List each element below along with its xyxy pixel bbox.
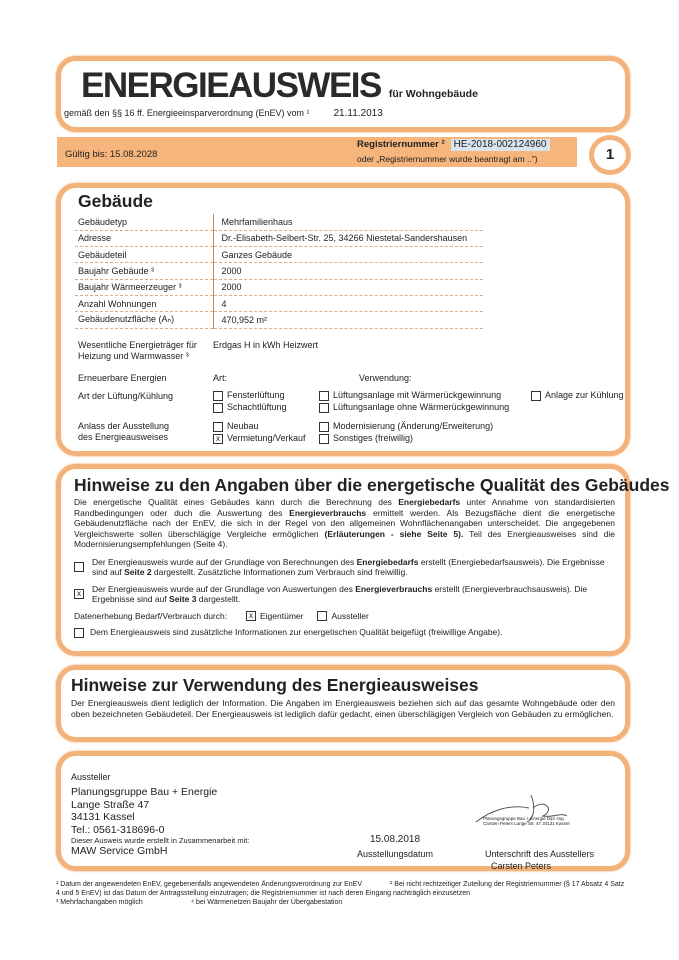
owner-option[interactable] xyxy=(246,611,303,622)
text: unter Annahme von standardisierten Randbedingungen oder duch die Auswertung des xyxy=(74,497,615,518)
label-line: des Energieausweises xyxy=(78,432,169,442)
label-line: Wesentliche Energieträger für xyxy=(78,340,197,350)
issue-date-label: Ausstellungsdatum xyxy=(357,849,434,859)
checkbox-option[interactable] xyxy=(319,390,501,401)
checkbox-label: Modernisierung (Änderung/Erweiterung) xyxy=(333,421,494,431)
regulation-text: gemäß den §§ 16 ff. Energieeinsparverordnung (EnEV) vom ¹ xyxy=(64,108,310,118)
extra-info-label: Dem Energieausweis sind zusätzliche Informationen zur energetischen Qualität beigefügt (freiwillige Angabe). xyxy=(90,627,503,638)
issue-date: 15.08.2018 xyxy=(370,834,421,845)
checkbox-option[interactable] xyxy=(213,421,259,432)
row-label: Adresse xyxy=(75,230,213,246)
cooperation-partner: MAW Service GmbH xyxy=(71,845,168,857)
text: Teil des Energieausweises sind die Modernisierungsempfehlungen (Seite 4). xyxy=(74,528,615,549)
issuer-city: 34131 Kassel xyxy=(71,811,135,823)
consumption-certificate-option[interactable] xyxy=(74,584,615,605)
signature-icon xyxy=(471,792,571,832)
usage-section xyxy=(56,665,630,742)
footnote-4: ⁴ bei Wärmenetzen Baujahr der Übergabestation xyxy=(191,899,343,906)
checkbox[interactable]: x xyxy=(213,434,223,444)
regulation-date: 21.11.2013 xyxy=(333,108,383,119)
label-line: Anlass der Ausstellung xyxy=(78,421,170,431)
checkbox-option[interactable] xyxy=(531,390,624,401)
text: Der Energieausweis wurde auf der Grundlage von Auswertungen des xyxy=(92,583,356,594)
building-title: Gebäude xyxy=(78,191,153,211)
checkbox[interactable] xyxy=(213,403,223,413)
checkbox[interactable] xyxy=(213,391,223,401)
checkbox-label: Neubau xyxy=(227,421,259,431)
label-line: Heizung und Warmwasser ³ xyxy=(78,351,189,361)
renewable-label: Erneuerbare Energien xyxy=(78,373,167,383)
footnote-1: ¹ Datum der angewendeten EnEV, gegebenenfalls angewendeten Änderungsverordnung zur EnEV xyxy=(56,881,363,888)
checkbox[interactable] xyxy=(213,422,223,432)
demand-certificate-checkbox[interactable] xyxy=(74,562,84,572)
row-value: Ganzes Gebäude xyxy=(213,247,483,263)
issuer-section xyxy=(56,751,630,871)
issuer-name: Planungsgruppe Bau + Energie xyxy=(71,786,218,798)
text: Energiebedarfs xyxy=(356,556,419,567)
demand-certificate-option[interactable] xyxy=(74,557,615,578)
extra-info-option[interactable] xyxy=(74,627,615,638)
issuer-block xyxy=(71,772,321,857)
page-number-badge: 1 xyxy=(589,135,631,175)
issuer-label: Aussteller xyxy=(71,772,111,782)
checkbox[interactable] xyxy=(319,422,329,432)
data-collection-row xyxy=(74,611,615,622)
cooperation-label: Dieser Ausweis wurde erstellt in Zusammenarbeit mit: xyxy=(71,836,250,845)
footnote-3-4 xyxy=(56,898,628,907)
footnotes xyxy=(56,880,628,907)
text: dargestellt. xyxy=(196,594,241,604)
row-value: 2000 xyxy=(213,279,483,295)
checkbox-label: Fensterlüftung xyxy=(227,390,285,400)
registration-number: HE-2018-002124960 xyxy=(451,139,550,151)
usage-title: Hinweise zur Verwendung des Energieausweises xyxy=(71,675,479,695)
row-label: Baujahr Wärmeerzeuger ³ xyxy=(75,279,213,295)
table-row xyxy=(75,295,483,311)
issuer-checkbox[interactable] xyxy=(317,611,327,621)
row-label: Gebäudeteil xyxy=(75,247,213,263)
checkbox[interactable] xyxy=(319,434,329,444)
footnote-1-2 xyxy=(56,880,628,898)
row-label: Gebäudenutzfläche (Aₙ) xyxy=(75,312,213,328)
signature-label: Unterschrift des Ausstellers xyxy=(485,849,595,859)
checkbox-label: Lüftungsanlage mit Wärmerückgewinnung xyxy=(333,390,502,400)
checkbox-option[interactable] xyxy=(213,390,285,401)
issuer-option[interactable] xyxy=(317,611,368,622)
usage-label: Verwendung: xyxy=(359,373,412,383)
consumption-certificate-checkbox[interactable]: x xyxy=(74,589,84,599)
quality-title: Hinweise zu den Angaben über die energetische Qualität des Gebäudes xyxy=(74,475,670,495)
checkbox-label: Sonstiges (freiwillig) xyxy=(333,433,414,443)
text: Der Energieausweis wurde auf der Grundlage von Berechnungen des xyxy=(92,556,357,567)
energy-carrier-value: Erdgas H in kWh Heizwert xyxy=(213,340,319,350)
quality-section xyxy=(56,464,670,656)
text: erstellt (Energieverbrauchsausweis). Die Ergebnisse sind auf xyxy=(92,583,588,604)
checkbox-option[interactable] xyxy=(319,421,493,432)
building-table xyxy=(75,214,483,329)
checkbox-option[interactable] xyxy=(213,433,306,444)
validity-bar xyxy=(57,137,577,167)
checkbox[interactable] xyxy=(319,403,329,413)
text: (Erläuterungen - siehe Seite 5). xyxy=(324,528,464,539)
row-label: Anzahl Wohnungen xyxy=(75,295,213,311)
row-value: Dr.-Elisabeth-Selbert-Str. 25, 34266 Niestetal-Sandershausen xyxy=(213,230,483,246)
extra-info-checkbox[interactable] xyxy=(74,628,84,638)
registration-label: Registriernummer ² xyxy=(357,139,445,150)
document-title: ENERGIEAUSWEIS xyxy=(81,66,381,105)
checkbox[interactable] xyxy=(531,391,541,401)
stamp-text: Planungsgruppe Bau + Energie Dipl.-Ing. Carsten Peters Lange Str. 47 34131 Kassel xyxy=(483,816,570,826)
registration-row xyxy=(357,139,550,151)
footnote-2: ² Bei nicht rechtzeitiger Zuteilung der Registriernummer (§ 17 Absatz 4 Satz 4 und 5 EnEV) ist das Datum der Antragsstellung einzutragen; die Registriernummer ist nach deren Eingang nachträglich einzusetzen xyxy=(56,881,625,897)
document-subtitle: für Wohngebäude xyxy=(388,88,478,100)
row-label: Baujahr Gebäude ³ xyxy=(75,263,213,279)
checkbox-label: Anlage zur Kühlung xyxy=(545,390,624,400)
issuer-street: Lange Straße 47 xyxy=(71,798,150,811)
checkbox-option[interactable] xyxy=(319,402,509,413)
header-box xyxy=(56,56,630,132)
row-value: Mehrfamilienhaus xyxy=(213,214,483,230)
row-value: 4 xyxy=(213,295,483,311)
building-section xyxy=(56,183,630,456)
checkbox-option[interactable] xyxy=(213,402,287,413)
table-row xyxy=(75,247,483,263)
text: Seite 2 xyxy=(124,567,152,577)
text: Seite 3 xyxy=(169,594,197,604)
reason-label xyxy=(78,421,169,443)
title-row xyxy=(81,67,625,105)
text: dargestellt. Zusätzliche Informationen zum Verbrauch sind freiwillig. xyxy=(151,567,408,577)
text: Die energetische Qualität eines Gebäudes kann durch die Berechnung des xyxy=(74,497,399,507)
art-label: Art: xyxy=(213,373,228,383)
table-row xyxy=(75,214,483,230)
table-row xyxy=(75,230,483,246)
quality-text xyxy=(74,497,615,550)
owner-checkbox[interactable]: x xyxy=(246,611,256,621)
row-value: 2000 xyxy=(213,263,483,279)
text: Energiebedarfs xyxy=(398,497,461,507)
usage-text: Der Energieausweis dient lediglich der Information. Die Angaben im Energieausweis beziehen sich auf das gesamte Wohngebäude oder den oben bezeichneten Gebäudeteil. Der Energieausweis ist lediglich dafür gedacht, einen überschlägigen Vergleich von Gebäuden zu ermöglichen. xyxy=(71,698,615,719)
regulation-row xyxy=(64,108,625,119)
row-value: 470,952 m² xyxy=(213,312,483,328)
table-row xyxy=(75,263,483,279)
text: ermittelt werden. Als Bezugsfläche dient die energetische Gebäudenutzfläche nach der EnEV, die sich in der Regel von den allgemeinen Wohnflächenangaben unterscheidet. Die angegebenen Vergleichswerte sollen überschlägige Vergleiche ermöglichen xyxy=(74,507,616,539)
registration-note: oder „Registriernummer wurde beantragt am ..") xyxy=(357,154,538,164)
demand-certificate-text xyxy=(92,557,615,578)
issuer-phone: Tel.: 0561-318696-0 xyxy=(71,823,165,836)
table-row xyxy=(75,312,483,328)
checkbox-label: Schachtlüftung xyxy=(227,402,287,412)
checkbox-label: Lüftungsanlage ohne Wärmerückgewinnung xyxy=(333,402,510,412)
table-row xyxy=(75,279,483,295)
checkbox-label: Vermietung/Verkauf xyxy=(227,433,306,443)
checkbox-option[interactable] xyxy=(319,433,413,444)
consumption-certificate-text xyxy=(92,584,615,605)
energy-carrier-label xyxy=(78,340,208,362)
signer-name: Carsten Peters xyxy=(491,861,552,871)
checkbox[interactable] xyxy=(319,391,329,401)
text: Energieverbrauchs xyxy=(355,583,433,594)
text: erstellt (Energiebedarfsausweis). Die Ergebnisse sind auf xyxy=(92,556,605,577)
valid-until: Gültig bis: 15.08.2028 xyxy=(65,149,158,160)
issuer-label: Aussteller xyxy=(331,610,369,621)
issuer-address xyxy=(71,786,321,836)
owner-label: Eigentümer xyxy=(260,610,304,621)
signature-stamp xyxy=(471,792,571,842)
row-label: Gebäudetyp xyxy=(75,214,213,230)
footnote-3: ³ Mehrfachangaben möglich xyxy=(56,899,143,906)
data-collection-label: Datenerhebung Bedarf/Verbrauch durch: xyxy=(74,610,228,621)
ventilation-label: Art der Lüftung/Kühlung xyxy=(78,391,174,401)
text: Energieverbrauchs xyxy=(289,507,367,518)
